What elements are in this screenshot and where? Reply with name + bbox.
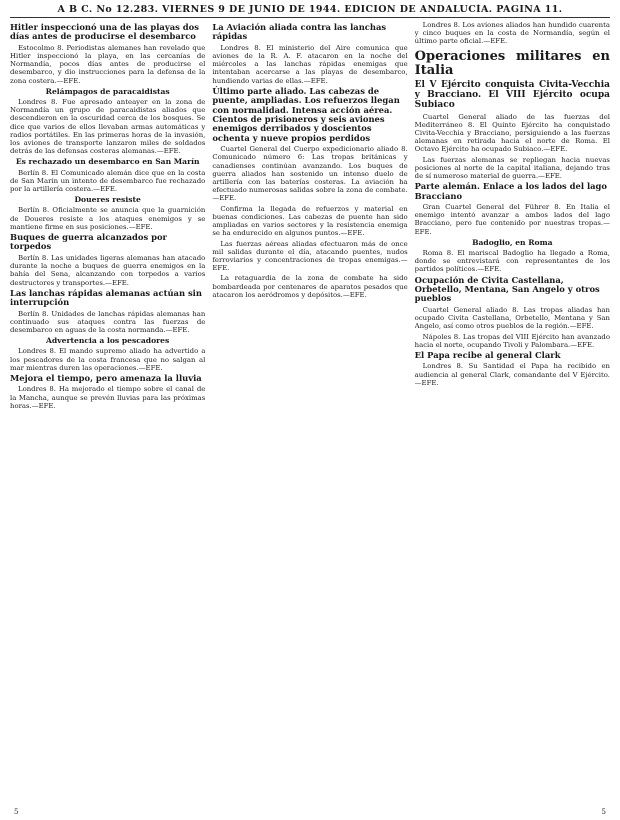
- headline: Las lanchas rápidas alemanas actúan sin interrupción: [10, 287, 202, 308]
- article-paragraph: Berlín 8. Unidades de lanchas rápidas alemanas han continuado sus ataques contra las fuerzas de desembarco en aguas de la costa normanda.—EFE.: [10, 309, 206, 334]
- headline: Es rechazado un desembarco en San Marín: [15, 157, 200, 167]
- article-paragraph: Cuartel General aliado de las fuerzas del Mediterráneo 8. El Quinto Ejército ha conquistado Civita-Vecchia y Bracciano, persiguiendo a las fuerzas alemanas en retirada hacia el norte de Roma. El Octavo Ejército ha ocupado Subiaco.—EFE.: [414, 112, 610, 154]
- headline: Advertencia a los pescadores: [46, 336, 170, 346]
- headline: Mejora el tiempo, pero amenaza la lluvia: [10, 372, 202, 383]
- article-paragraph: Las fuerzas aéreas aliadas efectuaron más de once mil salidas durante el día, atacando puentes, nudos ferroviarios y concentraciones de tropas enemigas.—EFE.: [212, 239, 408, 273]
- columns: [10, 21, 610, 811]
- masthead: A B C. No 12.283. VIERNES 9 DE JUNIO DE 1944. EDICIÓN DE ANDALUCÍA. PAGINA 11.: [10, 4, 610, 18]
- article-paragraph: Londres 8. Ha mejorado el tiempo sobre el canal de la Mancha, aunque se prevén lluvias para las próximas horas.—EFE.: [10, 385, 206, 410]
- article-paragraph: Londres 8. El ministerio del Aire comunica que aviones de la R. A. F. atacaron en la noche del miércoles a las lanchas rápidas enemigas que intentaban acercarse a las playas de desembarco, hundiendo varias de ellas.—EFE.: [212, 43, 408, 85]
- article-paragraph: Londres 8. El mando supremo aliado ha advertido a los pescadores de la costa francesa que no salgan al mar mientras duren las operaciones.—EFE.: [10, 347, 206, 372]
- article-paragraph: Estocolmo 8. Periodistas alemanes han revelado que Hitler inspeccionó la playa, en las cercanías de Normandía, pocos días antes de producirse el desembarco, y dio instrucciones para la defensa de la zona costera.—EFE.: [10, 43, 206, 85]
- headline: Badoglio, en Roma: [472, 237, 553, 247]
- headline: Relámpagos de paracaidistas: [45, 86, 170, 96]
- article-paragraph: Berlín 8. Las unidades ligeras alemanas han atacado durante la noche a buques de guerra enemigos en la bahía del Sena, alcanzando con torpedos a varios destructores y transportes.—EFE.: [10, 253, 206, 287]
- article-paragraph: Gran Cuartel General del Führer 8. En Italia el enemigo intentó avanzar a ambos lados del lago Bracciano, pero fue contenido por nuestras tropas.—EFE.: [414, 203, 610, 236]
- article-paragraph: Cuartel General del Cuerpo expedicionario aliado 8. Comunicado número 6: Las tropas británicas y canadienses continúan avanzando. Los buques de guerra aliados han sostenido un intenso duelo de artillería con las baterías costeras. La aviación ha efectuado numerosas salidas sobre la zona de combate.—EFE.: [212, 145, 408, 203]
- page-mark-left: 5: [14, 808, 19, 816]
- article-paragraph: Londres 8. Los aviones aliados han hundido cuarenta y cinco buques en la costa de Normandía, según el último parte oficial.—EFE.: [414, 21, 610, 46]
- column-2: [212, 21, 407, 811]
- headline: El Papa recibe al general Clark: [414, 349, 561, 360]
- article-paragraph: Londres 8. Su Santidad el Papa ha recibido en audiencia al general Clark, comandante del V Ejército.—EFE.: [414, 362, 610, 387]
- headline: Operaciones militares en Italia: [414, 48, 610, 78]
- headline: Último parte aliado. Las cabezas de puente, ampliadas. Los refuerzos llegan con normalidad. Intensa acción aérea. Cientos de prisioneros y seis aviones enemigos derribados y doscientos ochenta y nueve propios perdidos: [212, 85, 400, 143]
- headline: Doueres resiste: [74, 195, 141, 205]
- article-paragraph: Cuartel General aliado 8. Las tropas aliadas han ocupado Civita Castellana, Orbetello, Mentana y San Angelo, así como otros pueblos de la región.—EFE.: [414, 305, 610, 331]
- headline: Hitler inspeccionó una de las playas dos días antes de producirse el desembarco: [10, 22, 199, 42]
- headline: La Aviación aliada contra las lanchas rápidas: [212, 22, 387, 42]
- article-paragraph: Roma 8. El mariscal Badoglio ha llegado a Roma, donde se entrevistará con representantes de los partidos políticos.—EFE.: [414, 249, 610, 274]
- column-3: [415, 21, 610, 811]
- column-1: [10, 21, 205, 811]
- article-paragraph: Las fuerzas alemanas se repliegan hacia nuevas posiciones al norte de la capital italiana, dejando tras de sí numeroso material de guerra.—EFE.: [414, 155, 610, 181]
- headline: Parte alemán. Enlace a los lados del lago Bracciano: [414, 181, 608, 201]
- article-paragraph: La retaguardia de la zona de combate ha sido bombardeada por centenares de aparatos pesados que atacaron los aeródromos y depósitos.—EFE.: [212, 274, 408, 299]
- article-paragraph: Berlín 8. El Comunicado alemán dice que en la costa de San Marín un intento de desembarco fue rechazado por la artillería costera.—EFE.: [10, 168, 206, 194]
- article-paragraph: Nápoles 8. Las tropas del VIII Ejército han avanzado hacia el norte, ocupando Tivoli y Palombara.—EFE.: [414, 332, 610, 349]
- headline: El V Ejército conquista Civita-Vecchia y Bracciano. El VIII Ejército ocupa Subiaco: [414, 79, 610, 110]
- article-paragraph: Londres 8. Fue apresado anteayer en la zona de Normandía un grupo de paracaidistas aliados que descendieron en la oscuridad cerca de los bosques. Se dice que varios de ellos llevaban armas automáticas y radios portátiles. En las primeras horas de la invasión, los aviones de transporte lanzaron miles de soldados detrás de las defensas costeras alemanas.—EFE.: [10, 98, 206, 156]
- article-paragraph: Berlín 8. Oficialmente se anuncia que la guarnición de Doueres resiste a los ataques enemigos y se mantiene firme en sus posiciones.—EFE.: [10, 206, 206, 231]
- page-mark-right: 5: [601, 808, 606, 816]
- headline: Ocupación de Civita Castellana, Orbetello, Mentana, San Angelo y otros pueblos: [414, 274, 600, 304]
- headline: Buques de guerra alcanzados por torpedos: [10, 232, 167, 252]
- article-paragraph: Confirma la llegada de refuerzos y material en buenas condiciones. Las cabezas de puente han sido ampliadas en varios sectores y la resistencia enemiga se ha endurecido en algunos puntos.—EFE.: [212, 204, 408, 238]
